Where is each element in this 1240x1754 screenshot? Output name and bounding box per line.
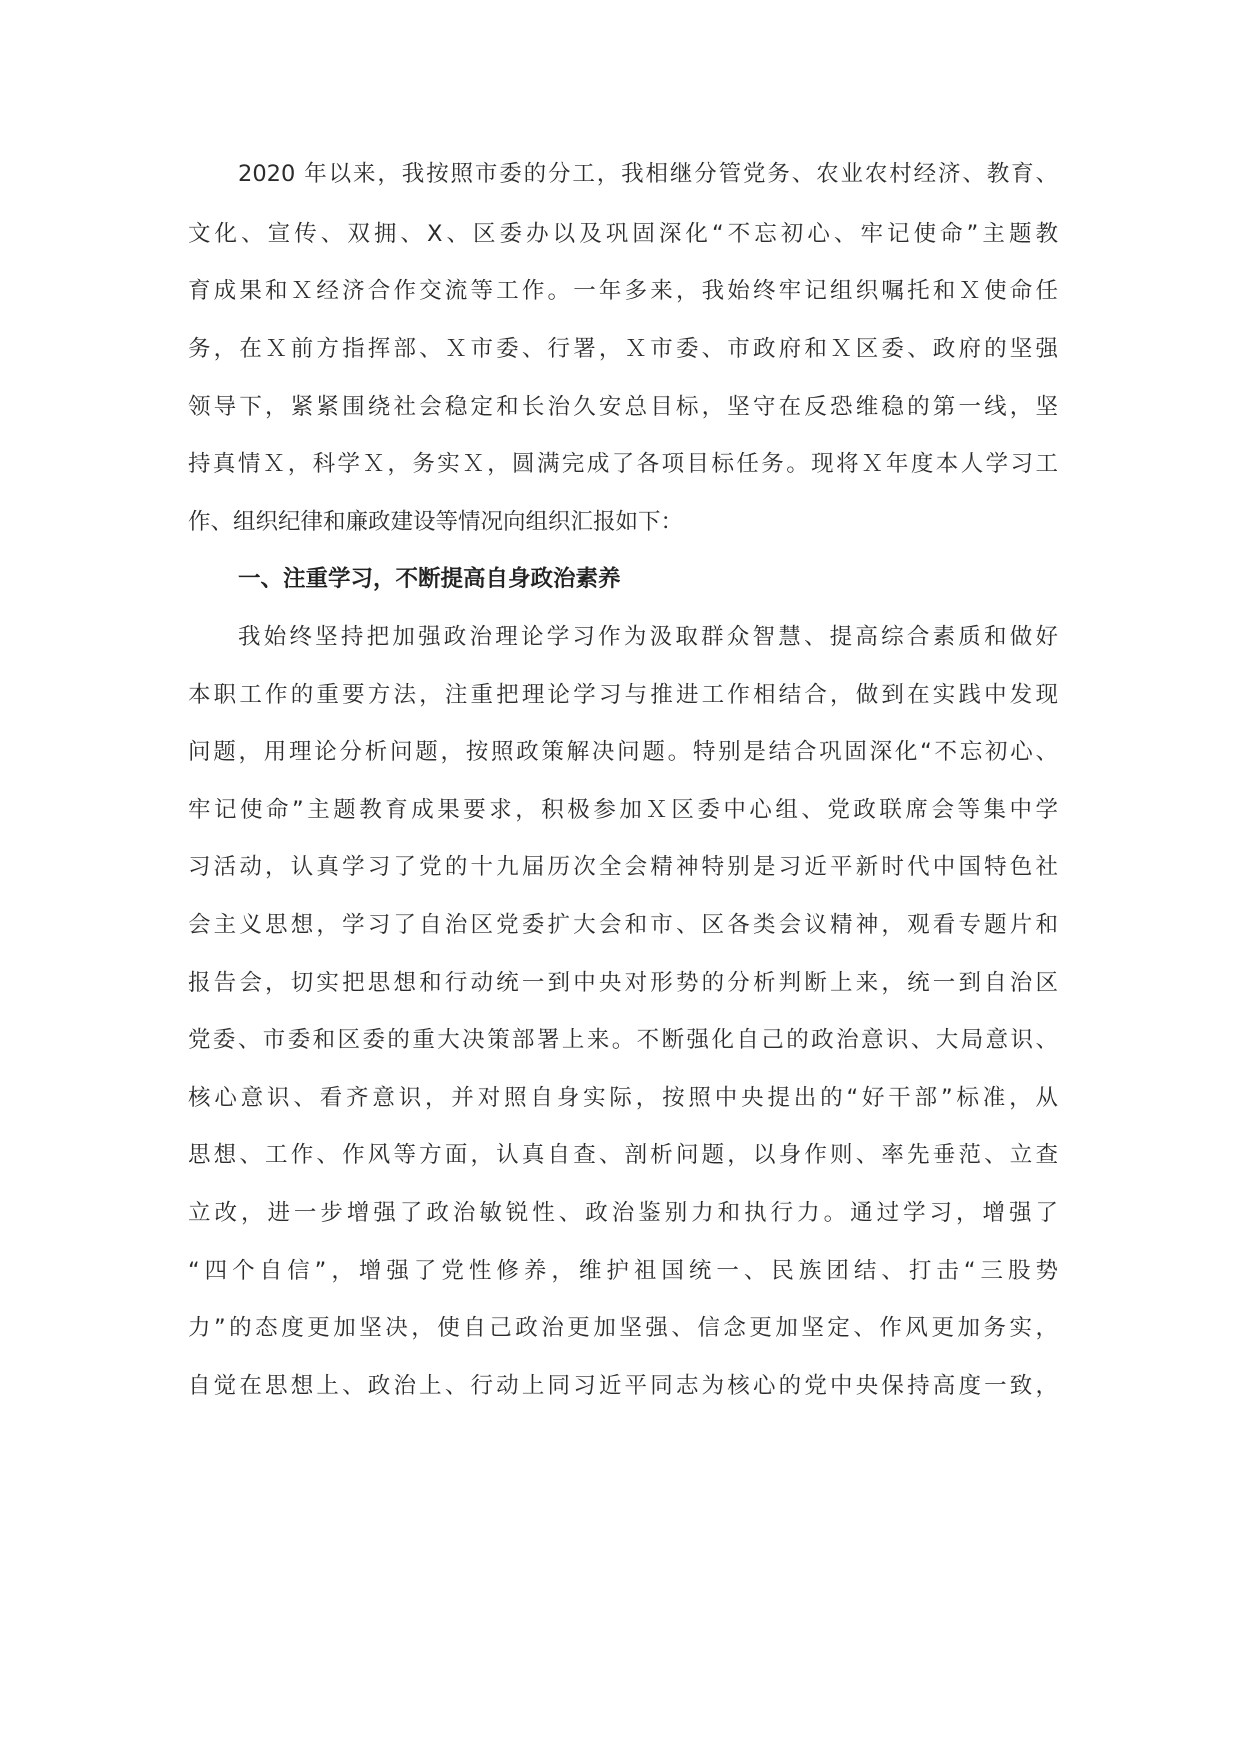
paragraph-1-line-4: 务，在Ｘ前方指挥部、Ｘ市委、行署，Ｘ市委、市政府和Ｘ区委、政府的坚强 (188, 336, 1058, 362)
paragraph-2-line-1: 我始终坚持把加强政治理论学习作为汲取群众智慧、提高综合素质和做好 (238, 624, 1058, 650)
paragraph-2-line-9: 核心意识、看齐意识，并对照自身实际，按照中央提出的“好干部”标准，从 (188, 1085, 1058, 1111)
paragraph-2-line-6: 会主义思想，学习了自治区党委扩大会和市、区各类会议精神，观看专题片和 (188, 912, 1058, 938)
paragraph-2-line-11: 立改，进一步增强了政治敏锐性、政治鉴别力和执行力。通过学习，增强了 (188, 1200, 1058, 1226)
paragraph-2-line-12: “四个自信”，增强了党性修养，维护祖国统一、民族团结、打击“三股势 (188, 1258, 1058, 1284)
paragraph-2-line-7: 报告会，切实把思想和行动统一到中央对形势的分析判断上来，统一到自治区 (188, 970, 1058, 996)
section-heading: 一、注重学习，不断提高自身政治素养 (238, 566, 621, 592)
paragraph-1-line-6: 持真情Ｘ，科学Ｘ，务实Ｘ，圆满完成了各项目标任务。现将Ｘ年度本人学习工 (188, 451, 1058, 477)
paragraph-1-line-2: 文化、宣传、双拥、X、区委办以及巩固深化“不忘初心、牢记使命”主题教 (188, 221, 1058, 247)
paragraph-2-line-10: 思想、工作、作风等方面，认真自查、剖析问题，以身作则、率先垂范、立查 (188, 1142, 1058, 1168)
paragraph-1-line-3: 育成果和Ｘ经济合作交流等工作。一年多来，我始终牢记组织嘱托和Ｘ使命任 (188, 278, 1058, 304)
paragraph-1-line-7: 作、组织纪律和廉政建设等情况向组织汇报如下： (188, 509, 684, 535)
paragraph-2-line-5: 习活动，认真学习了党的十九届历次全会精神特别是习近平新时代中国特色社 (188, 854, 1058, 880)
paragraph-2-line-2: 本职工作的重要方法，注重把理论学习与推进工作相结合，做到在实践中发现 (188, 682, 1058, 708)
paragraph-1-line-1: 2020 年以来，我按照市委的分工，我相继分管党务、农业农村经济、教育、 (238, 161, 1058, 187)
paragraph-2-line-4: 牢记使命”主题教育成果要求，积极参加Ｘ区委中心组、党政联席会等集中学 (188, 797, 1058, 823)
paragraph-2-line-3: 问题，用理论分析问题，按照政策解决问题。特别是结合巩固深化“不忘初心、 (188, 739, 1058, 765)
paragraph-1-line-5: 领导下，紧紧围绕社会稳定和长治久安总目标，坚守在反恐维稳的第一线，坚 (188, 394, 1058, 420)
paragraph-2-line-13: 力”的态度更加坚决，使自己政治更加坚强、信念更加坚定、作风更加务实， (188, 1315, 1058, 1341)
paragraph-2-line-14: 自觉在思想上、政治上、行动上同习近平同志为核心的党中央保持高度一致， (188, 1373, 1058, 1399)
paragraph-2-line-8: 党委、市委和区委的重大决策部署上来。不断强化自己的政治意识、大局意识、 (188, 1027, 1058, 1053)
